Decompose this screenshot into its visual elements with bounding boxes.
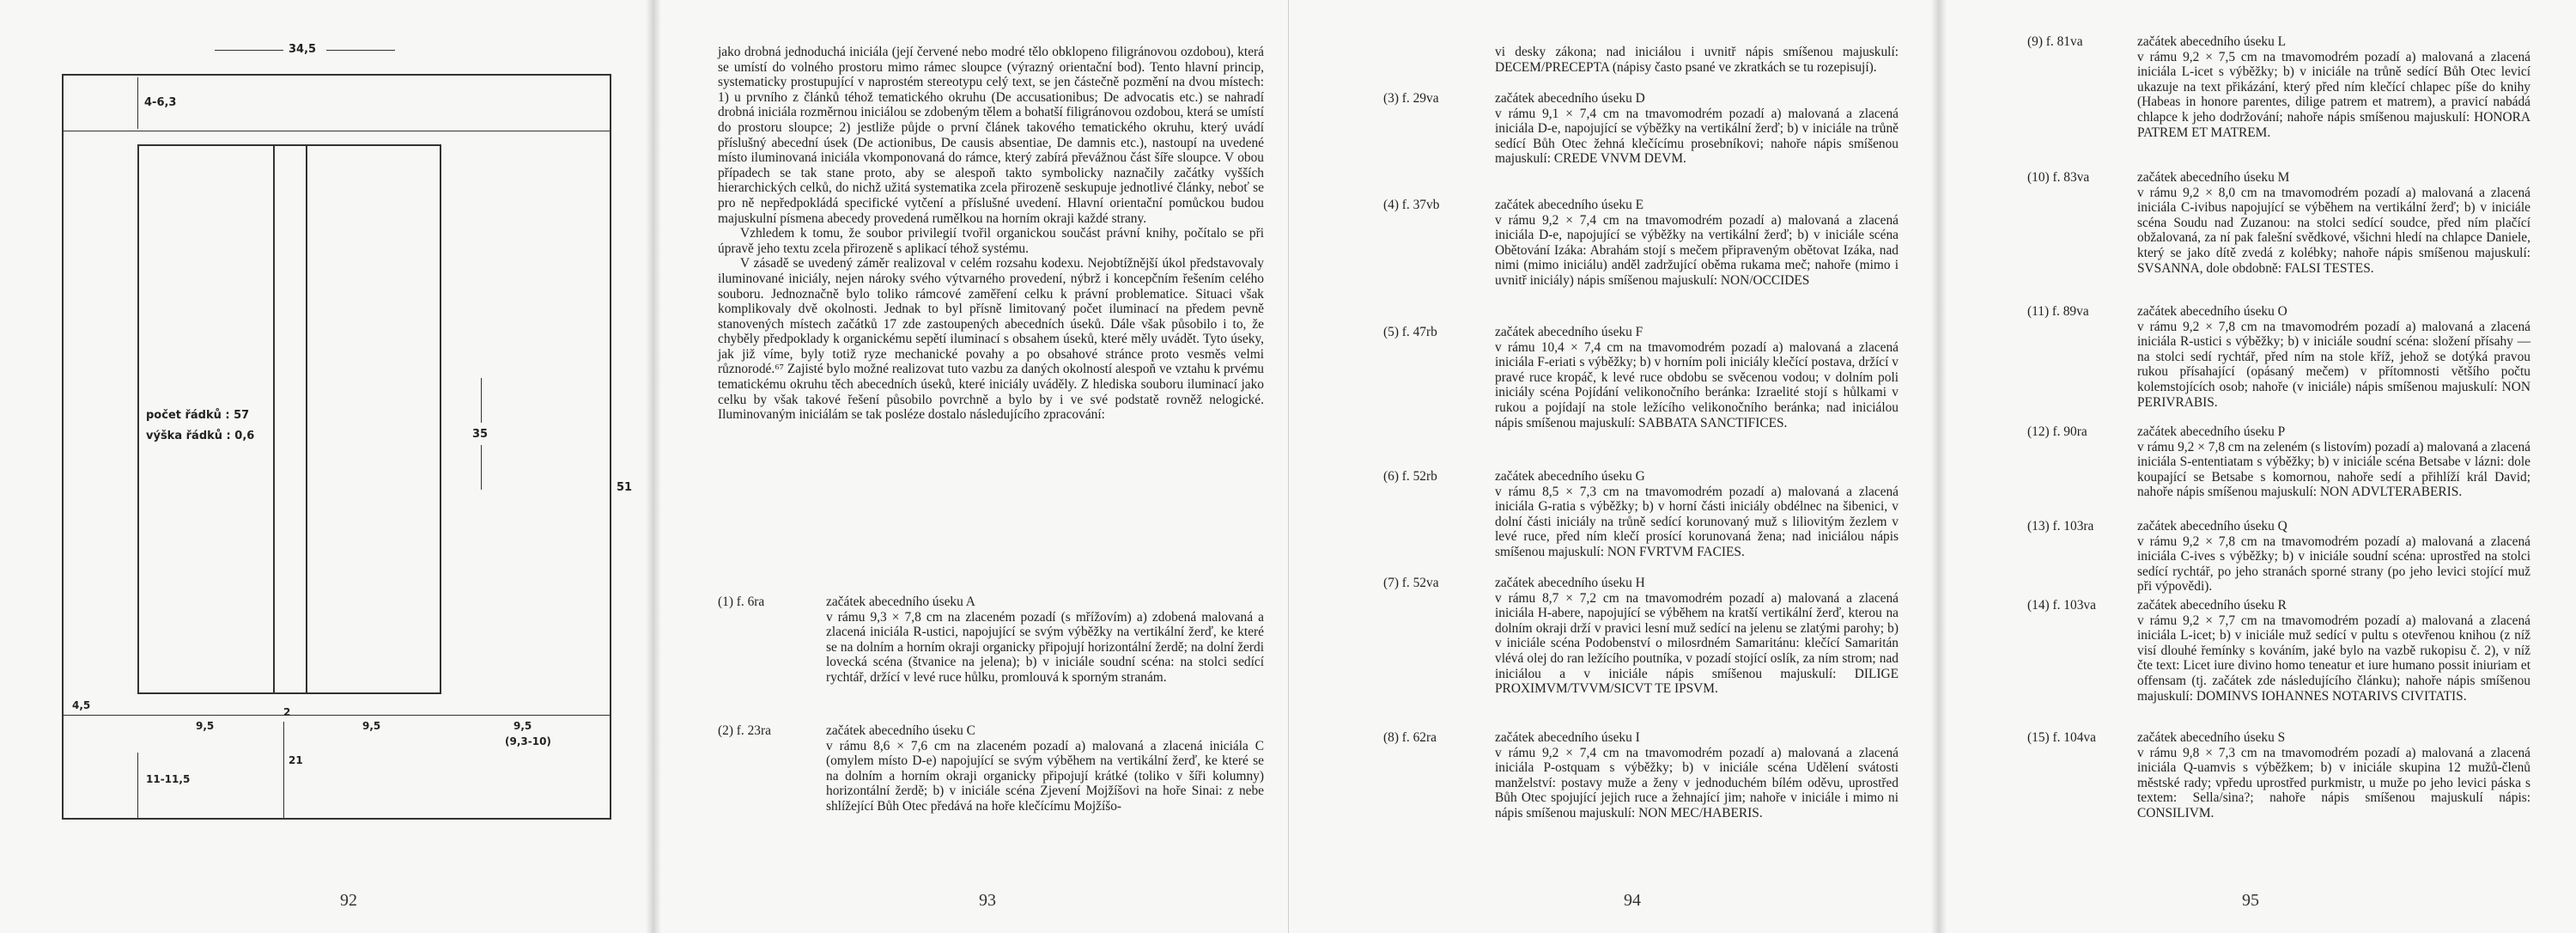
entry-head: začátek abecedního úseku F bbox=[1495, 325, 1643, 339]
entry-ref: (11) f. 89va bbox=[2027, 304, 2089, 319]
paragraph-continuation: vi desky zákona; nad iniciálou i uvnitř nápis smíšenou majuskulí: DECEM/PRECEPTA (nápisy často psané ve zkratkách se tu rozepisují). bbox=[1495, 45, 1899, 75]
entry-desc: v rámu 9,3 × 7,8 cm na zlaceném pozadí (s mřížovím) a) zdobená malovaná a zlacená iniciála R-ustici, napojující se svým výběžky na vertikální žerď, ke které se na dolním a horním okraji organicky připojují horizontální žerdě; na dolní žerdi lovecká scéna (štvanice na jelena); b) v iniciále soudní scéna: na stolci sedící rychtář, držící v levé ruce hůlku, promlouvá k sporným stranám. bbox=[826, 609, 1264, 685]
entry-head: začátek abecedního úseku S bbox=[2137, 730, 2286, 745]
paragraph-3: V zásadě se uvedený záměr realizoval v celém rozsahu kodexu. Nejobtížnější úkol představovaly iluminované iniciály, nejen nároky svého výtvarného provedení, nýbrž i koncepčním řešením celého souboru. Jednoznačně bylo toliko rámcové zaměření celku k právní problematice. Situaci však komplikovaly dvě okolnosti. Jednak to byl přísně limitovaný počet iluminací na předem pevně stanovených místech začátků 17 zde zastoupených abecedních úseků. Dále však působilo i to, že chyběly předpoklady k organickému sepětí iluminací s obsahem úseků, které měly uvádět. Tyto úseky, jak již víme, byly totiž ryze mechanické povahy a po obsahové stránce proto vesměs velmi různorodé.⁶⁷ Zajisté bylo možné realizovat tuto vazbu za daných okolností alespoň ve vztahu k prvému tematickému okruhu těch abecedních úseků, které iniciály uváděly. Z hlediska souboru iluminací jako celku by však takové řešení působilo povrchně a bylo by i ve své podstatě rovněž nelogické. Iluminovaným iniciálám se tak posléze dostalo následujícího zpracování: bbox=[718, 256, 1264, 423]
entry-ref: (3) f. 29va bbox=[1383, 91, 1439, 106]
col2-left bbox=[306, 144, 307, 694]
entry-head: začátek abecedního úseku Q bbox=[2137, 519, 2287, 534]
col2-right bbox=[440, 144, 441, 694]
entry-head: začátek abecedního úseku A bbox=[826, 595, 975, 609]
page-frame-top bbox=[62, 74, 611, 76]
page-number-95: 95 bbox=[2242, 891, 2259, 910]
page-93-text bbox=[718, 45, 1264, 423]
bottom-measure-line bbox=[62, 715, 611, 716]
page-frame-right bbox=[610, 74, 611, 820]
text-height-arrow-up bbox=[481, 378, 482, 423]
entry-ref: (15) f. 104va bbox=[2027, 730, 2096, 745]
label-left-margin: 4,5 bbox=[72, 699, 91, 711]
entry-ref: (9) f. 81va bbox=[2027, 34, 2083, 49]
entry-desc: v rámu 9,1 × 7,4 cm na tmavomodrém pozadí a) malovaná a zlacená iniciála D-e, napojující se výběžky na vertikální žerď; b) v iniciále na trůně sedící Bůh Otec žehná klečícímu prosebníkovi; nahoře nápis smíšenou majuskulí: CREDE VNVM DEVM. bbox=[1495, 106, 1899, 167]
entry-ref: (4) f. 37vb bbox=[1383, 198, 1440, 212]
col1-left bbox=[137, 144, 139, 694]
entry-desc: v rámu 10,4 × 7,4 cm na tmavomodrém pozadí a) malovaná a zlacená iniciála F-eriati s výběžky; b) v horním poli iniciály klečící postava, držící v pravé ruce kropáč, k levé ruce obdobu se svěcenou vodou; v dolním poli iniciály scéna Pojídání velikonočního beránka: Izraelité stojí s hůlkami v rukou a pojídají na stole ležícího velikonočního beránka; nad iniciálou nápis smíšenou majuskulí: SABBATA SANCTIFICES. bbox=[1495, 339, 1899, 430]
label-col3-range: (9,3-10) bbox=[505, 735, 551, 747]
entry-desc: v rámu 9,2 × 7,5 cm na tmavomodrém pozadí a) malovaná a zlacená iniciála L-icet s výběžky; b) v iniciále na trůně sedící Bůh Otec levicí ukazuje na text přikázání, který před ním klečící chlapec píše do knihy (Habeas in honore parentes, dilige patrem et matrem), a pravicí nabádá chlapce k jeho dodržování; nahoře nápis smíšenou majuskulí: HONORA PATREM ET MATREM. bbox=[2137, 49, 2530, 140]
label-gutter: 2 bbox=[283, 706, 291, 718]
entry-head: začátek abecedního úseku I bbox=[1495, 730, 1640, 745]
entry-ref: (7) f. 52va bbox=[1383, 576, 1439, 590]
entry-ref: (13) f. 103ra bbox=[2027, 519, 2094, 534]
page-93 bbox=[661, 0, 1288, 933]
spread-right bbox=[1288, 0, 2576, 933]
spine-shadow-left bbox=[646, 0, 661, 933]
bottom-mid-line bbox=[283, 722, 284, 818]
entry-ref: (10) f. 83va bbox=[2027, 170, 2090, 185]
entry-ref: (2) f. 23ra bbox=[718, 723, 771, 738]
col-top bbox=[137, 144, 441, 146]
paragraph-intro: jako drobná jednoduchá iniciála (její červené nebo modré tělo obklopeno filigránovou ozdobou), která se umístí do volného prostoru mimo rámec sloupce (výrazný orientační bod). Tento hlavní princip, systematicky prostupující v naprostém stereotypu celý text, se jen částečně pozmění na dvou místech: 1) u prvního z článků téhož tematického okruhu (De accusationibus; De advocatis etc.) se nahradí drobná iniciála rozměrnou iniciálou se zdobeným tělem a bohatší filigránovou ozdobou, která se umístí do prostoru sloupce; 2) jestliže půjde o první článek takového tematického okruhu, který uvádí příslušný abecední úsek (De actionibus, De causis absentiae, De damnis etc.), nastoupí na uvedené místo iluminovaná iniciála vkomponovaná do rámce, který zabírá převážnou část šíře sloupce. V obou případech se tak stane proto, aby se alespoň takto symbolicky naznačily začátky vyšších hierarchických celků, do nichž užitá systematika zcela přirozeně seskupuje jednotlivé články, neboť se pro ně nepředpokládá specifické vytčení a příslušné uvedení. Hlavní orientační pomůckou budou majuskulní písmena abecedy provedená rumělkou na horním okraji každé strany. bbox=[718, 45, 1264, 226]
spine-shadow-right bbox=[1931, 0, 1947, 933]
entry-desc: v rámu 9,2 × 7,8 cm na tmavomodrém pozadí a) malovaná a zlacená iniciála R-ustici s výběžky; b) v iniciále soudní scéna: složení přísahy — na stolci sedí rychtář, před ním na stole kříž, jehož se dotýká pravou rukou přísahající (opásaný mečem) v přítomnosti většího počtu kolemstojících osob; nahoře (v iniciále) nápis smíšenou majuskulí: NON PERIVRABIS. bbox=[2137, 319, 2530, 410]
page-frame-left bbox=[62, 74, 64, 820]
entry-ref: (6) f. 52rb bbox=[1383, 469, 1437, 484]
label-top-margin: 4-6,3 bbox=[144, 96, 177, 109]
page-number-93: 93 bbox=[979, 891, 996, 910]
bottom-margin-line bbox=[137, 753, 138, 818]
entry-head: začátek abecedního úseku P bbox=[2137, 424, 2286, 439]
entry-ref: (8) f. 62ra bbox=[1383, 730, 1437, 745]
label-total-width: 34,5 bbox=[289, 43, 317, 56]
entry-ref: (12) f. 90ra bbox=[2027, 424, 2087, 439]
col1-right bbox=[273, 144, 275, 694]
entry-desc: v rámu 9,2 × 7,8 cm na zeleném (s listovím) pozadí a) malovaná a zlacená iniciála S-ententiatam s výběžky; b) v iniciále scéna Betsabe v lázni: dole koupající se Betsabe s komornou, nahoře sedí a přihlíží král David; nahoře nápis smíšenou majuskulí: NON ADVLTERABERIS. bbox=[2137, 439, 2530, 500]
entry-head: začátek abecedního úseku L bbox=[2137, 34, 2287, 49]
page-number-92: 92 bbox=[340, 891, 357, 910]
label-col1-width: 9,5 bbox=[196, 720, 215, 732]
width-arrow-right bbox=[326, 50, 395, 51]
entry-desc: v rámu 8,6 × 7,6 cm na zlaceném pozadí a) malovaná a zlacená iniciála C (omylem místo D-e) napojující se svým výběhem na vertikální žerď, ke které se na dolním a horním okraji organicky připojují krátké (toliko v šíři kolumny) horizontální žerdě; b) v iniciále scéna Zjevení Mojžíšovi na hoře Sinai: z nebe shlížející Bůh Otec předává na hoře klečícímu Mojžíšo- bbox=[826, 738, 1264, 814]
page-number-94: 94 bbox=[1624, 891, 1641, 910]
paragraph-2: Vzhledem k tomu, že soubor privilegií tvořil organickou součást právní knihy, počítalo se při úpravě jeho textu zcela přirozeně s aplikací téhož systému. bbox=[718, 226, 1264, 256]
label-text-height: 35 bbox=[472, 428, 489, 441]
entry-ref: (5) f. 47rb bbox=[1383, 325, 1437, 339]
entry-desc: v rámu 8,7 × 7,2 cm na tmavomodrém pozadí a) malovaná a zlacená iniciála H-abere, napojující se výběhem na kratší vertikální žerď, kterou na dolním okraji drží v pravici lesní muž sedící na jelenu se zlatými parohy; b) v iniciále scéna Podobenství o milosrdném Samaritánu: klečící Samaritán vlévá olej do ran ležícího poutníka, v pozadí stojící oslík, za ním strom; nad iniciálou a v iniciále nápis smíšenou majuskulí: DILIGE PROXIMVM/TVVM/SICVT TE IPSVM. bbox=[1495, 590, 1899, 697]
entry-head: začátek abecedního úseku M bbox=[2137, 170, 2290, 185]
page-92 bbox=[0, 0, 653, 933]
entry-head: začátek abecedního úseku R bbox=[2137, 598, 2287, 613]
page-95 bbox=[1950, 0, 2576, 933]
entry-desc: v rámu 9,8 × 7,3 cm na tmavomodrém pozadí a) malovaná a zlacená iniciála Q-uamvis s výběžkem; b) v iniciále skupina 12 mužů-členů městské rady; vpředu uprostřed purkmistr, u muže po jeho levici páska s textem: Sella/sina?; nahoře nápis smíšenou majuskulí nápis: CONSILIVM. bbox=[2137, 745, 2530, 820]
label-line-count: počet řádků : 57 bbox=[146, 409, 250, 422]
entry-ref: (1) f. 6ra bbox=[718, 595, 765, 609]
entry-desc: v rámu 9,2 × 7,4 cm na tmavomodrém pozadí a) malovaná a zlacená iniciála D-e, napojující se výběžky na vertikální žerď; b) v iniciále scéna Obětování Izáka: Abrahám stojí s mečem připraveným obětovat Izáka, nad nimi (mimo iniciálu) anděl zadržující oběma rukama meč; nahoře (mimo i uvnitř iniciály) nápis smíšenou majuskulí: NON/OCCIDES bbox=[1495, 212, 1899, 288]
label-col3-width: 9,5 bbox=[513, 720, 532, 732]
entry-desc: v rámu 9,2 × 7,8 cm na tmavomodrém pozadí a) malovaná a zlacená iniciála C-ives s výběžky; b) v iniciále soudní scéna: uprostřed na stolci sedící rychtář, po jeho stranách sporné strany (po jeho levici stojící muž při výpovědi). bbox=[2137, 534, 2530, 595]
entry-head: začátek abecedního úseku E bbox=[1495, 198, 1644, 212]
entry-head: začátek abecedního úseku C bbox=[826, 723, 975, 738]
entry-head: začátek abecedního úseku G bbox=[1495, 469, 1645, 484]
entry-head: začátek abecedního úseku H bbox=[1495, 576, 1645, 590]
width-arrow-left bbox=[215, 50, 283, 51]
entry-head: začátek abecedního úseku O bbox=[2137, 304, 2287, 319]
entry-desc: v rámu 9,2 × 8,0 cm na tmavomodrém pozadí a) malovaná a zlacená iniciála C-ivibus napojující se výběhem na vertikální žerď; b) v iniciále scéna Soudu nad Zuzanou: na stolci sedící soudce, před ním plačící obžalovaná, za ní pak falešní svědkové, všichni hledí na chlapce Daniele, který se jako dítě zvedá z kolébky; nahoře nápis smíšenou majuskulí: SVSANNA, dole obdobně: FALSI TESTES. bbox=[2137, 185, 2530, 276]
page-frame-bottom bbox=[62, 818, 611, 820]
entry-ref: (14) f. 103va bbox=[2027, 598, 2096, 613]
label-page-height: 51 bbox=[617, 481, 633, 494]
entry-head: začátek abecedního úseku D bbox=[1495, 91, 1645, 106]
label-line-height: výška řádků : 0,6 bbox=[146, 430, 255, 442]
label-bottom-mid: 21 bbox=[289, 754, 303, 766]
entry-desc: v rámu 9,2 × 7,7 cm na tmavomodrém pozadí a) malovaná a zlacená iniciála L-icet; b) v iniciále muž sedící v pultu s otevřenou knihou (z níž visí dlouhé řemínky s kováním, jaké bylo na vazbě rukopisu č. 2), v níž čte text: Licet iure divino homo teneatur et iure humano possit iniuriam et offensam (tj. začátek zde následujícího článku); nahoře nápis smíšenou majuskulí: DOMINVS IOHANNES NOTARIVS CIVITATIS. bbox=[2137, 613, 2530, 704]
label-col2-width: 9,5 bbox=[362, 720, 381, 732]
top-margin-arrow bbox=[137, 77, 138, 129]
page-94 bbox=[1289, 0, 1935, 933]
entry-desc: v rámu 8,5 × 7,3 cm na tmavomodrém pozadí a) malovaná a zlacená iniciála G-ratia s výběžky; b) v horní části iniciály obdélnec na šibenici, v dolní části iniciály na trůně sedící korunovaný muž s liliovitým žezlem v levé ruce, před ním klečí prosící korunovaná žena; nad iniciálou nápis smíšenou majuskulí: NON FVRTVM FACIES. bbox=[1495, 484, 1899, 559]
col-bottom bbox=[137, 692, 441, 694]
entry-desc: v rámu 9,2 × 7,4 cm na tmavomodrém pozadí a) malovaná a zlacená iniciála P-ostquam s výběžky; b) v iniciále scéna Udělení svátosti manželství: postavy muže a ženy v jednoduchém bílém oděvu, uprostřed Bůh Otec spojující jejich ruce a žehnající jim; nahoře v iniciále i mimo ni nápis smíšenou majuskulí: NON MEC/HABERIS. bbox=[1495, 745, 1899, 820]
page-94-continuation bbox=[1495, 45, 1899, 75]
text-height-arrow-down bbox=[481, 445, 482, 490]
label-bottom-left: 11-11,5 bbox=[146, 773, 191, 785]
